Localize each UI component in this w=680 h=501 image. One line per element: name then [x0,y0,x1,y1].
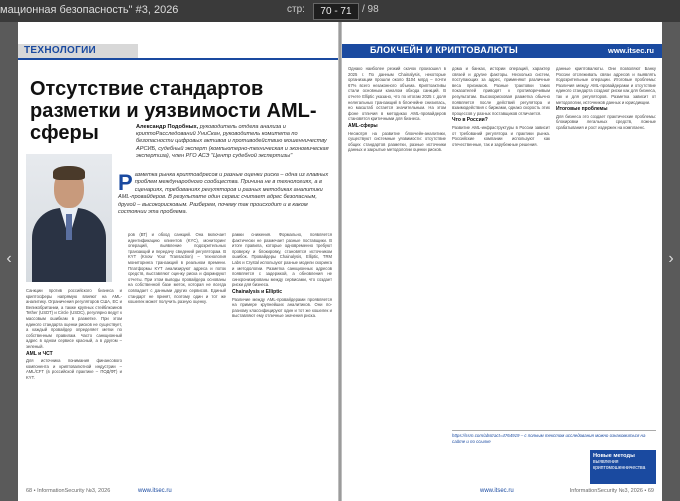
column-text: рамки снижения. Формально, появляется фактически не размечает разные поставщики. В итоге правила, которые одновременно требуют проверку и блокировку, становятся источником ошибок. Провайдеры Chainalysis, Elliptic, TRM Labs и Crystal используют разные модели скоринга и методологии. Разметка санкционных адресов появляется с задержкой, а обновления не синхронизированы между сервисами, что создает риски для бизнеса. [232,232,332,288]
section-label: БЛОКЧЕЙН И КРИПТОВАЛЮТЫ [370,45,518,55]
viewer-toolbar [0,0,680,22]
page-folio: InformationSecurity №3, 2026 • 69 [569,488,654,494]
magazine-spread [18,22,662,501]
footnote-link[interactable]: https://ssrn.com/abstract=4764919 – с полным текстом исследования можно ознакомиться на сайте и по ссылке [452,433,646,444]
article-column-2 [128,232,226,480]
author-byline [136,124,334,160]
subheading: Итоговые проблемы [556,106,608,113]
section-label: ТЕХНОЛОГИИ [24,45,97,56]
promo-box [590,450,656,484]
footer-url: www.itsec.ru [138,488,172,494]
column-text: Для бизнеса это создает практические проблемы: блокировки легальных средств, ложные срабатывания и рост издержек на комплаенс. [556,113,656,130]
article-lede [118,172,332,216]
document-title: мационная безопасность" #3, 2026 [0,4,179,16]
article-column-1 [26,288,122,480]
next-page-arrow-icon[interactable]: › [668,250,674,267]
column-text: Однако наиболее резкий скачок произошел в 2025 г. По данным Chainalysis, некоторые организации прошли около $104 млрд – почти 67% всего незаконного объема. Криптоактивы стали основным каналом обхода санкций. В отчете Elliptic указано, что по итогам 2025 г. доля нелегальных транзакций в блокчейне снизилась, но масштаб остается значительным. На этом фоне отличия в методиках AML-провайдеров становятся критичными для бизнеса. [348,66,446,122]
subheading: AML-сферы [348,122,378,129]
subheading: AML и ЧСТ [26,350,53,357]
subheading: Chainalysis и Elliptic [232,288,283,295]
column-text: Несмотря на развитие блокчейн-аналитики, существуют системные уязвимости: отсутствие общих стандартов разметки, разные источники данных и закрытые методологии оценки рисков. [348,130,446,153]
header-url: www.itsec.ru [608,46,654,55]
previous-page-arrow-icon[interactable]: ‹ [6,250,12,267]
article-column-1 [348,66,446,480]
drop-cap: Р [118,170,133,195]
article-headline: Отсутствие стандартов разметки и уязвимости AML-сферы [30,78,317,144]
column-text: Различие между AML-провайдерами проявляется на примере крупнейших аналитиков. Они по-разному классифицируют один и тот же кошелек и выставляют ему отличные значения риска. [232,296,332,319]
column-text: данные криптовалюты. Они позволяют Банку России отслеживать связи адресов и выявлять подозрительные операции. Итоговые проблемы: Различия между AML-провайдерами и отсутствие единого стандарта создают риски как для бизнеса, так и для регуляторов. Разметка зависит от методологии, источников данных и юрисдикции. [556,66,656,105]
column-text: ров (ВТ) и обход санкций. Она включает идентификацию клиентов (KYC), мониторинг операций, выявление подозрительных транзакций и передачу сведений регуляторам. В KYT (Know Your Transaction) – технология мониторинга транзакций в реальном времени. Платформы KYT анализируют адреса и поток средств, выставляют оценку риска и формируют отчеты. При этом выводы провайдера основаны на собственной базе меток, которая не всегда совпадает с данными других сервисов. Единый стандарт не принят, поэтому один и тот же кошелек может получить разную оценку. [128,232,226,305]
left-page [18,22,340,501]
author-photo [26,154,112,282]
column-text: Для источника понимания финансового компонента и криптовалютной индустрии – AML/CFT (в российской практике – ПОД/ФТ) и KYT. [26,358,122,380]
page-folio: 68 • InformationSecurity №3, 2026 [26,488,111,494]
article-column-3 [232,232,332,480]
article-column-3 [556,66,656,436]
page-gutter [338,22,342,501]
page-total: / 98 [362,4,379,15]
subheading: Что в России? [452,117,488,124]
column-text: Развитие AML-инфраструктуры в России зависит от требований регулятора и практики рынка. Российские компании используют как отечественные, так и зарубежные решения. [452,124,550,147]
author-role: руководитель отдела анализа и криптоРасследований УниСкан, руководитель комитета по безопасности цифровых активов и противодействию мошенничеству АРСИБ, судебный эксперт (компьютерно-техническая и экономическая экспертиза), член РГО АСЭ "Центр судебной экспертизы" [136,124,329,159]
page-number-input[interactable]: 70 - 71 [313,3,359,20]
author-name: Александр Подобных, [136,124,199,130]
column-text: Санкции против российского бизнеса и криптосферы напрямую влияют на AML-аналитику. Ограничения регуляторов США, ЕС и Великобритании, а также крупных стейблкоинов Tether (USDT) и Circle (USDC), регулярно ведут к массовым ошибкам в разметке. При этом единого стандарта оценки рисков не существует, а каждый провайдер определяет метки по собственным правилам. Часто санкционный адрес в одном сервисе красный, а в другом – зеленый. [26,288,122,349]
article-column-2 [452,66,550,436]
lede-text: азметка рынка криптоадресов и разные оценки риска – одна из главных проблем международного сообщества. Причина не в технологиях, а в сценариях, требованиях регуляторов и разных методиках аналитики AML-провайдеров. В результате один сервис считает адрес безопасным, другой – высокорисковым. Разберем, почему так происходит и в каком состоянии эта проблема. [118,172,329,216]
page-label: стр: [287,4,305,15]
section-rule [18,58,340,60]
column-text: дома и банках, истории операций, характер связей и другие факторы. Несколько систем, поступающих за адрес, применяют различные веса признаков. Разные трактовки таких показателей приводят к противоречивым результатам. Высокорисковая разметка обычно появляется после действий регулятора и взаимодействия с биржами, однако скорость этих процессов у разных поставщиков отличается. [452,66,550,116]
right-page [340,22,662,501]
footer-url: www.itsec.ru [480,488,514,494]
promo-text: выявления криптомошенничества [593,459,646,471]
promo-title: Новые методы [593,453,635,459]
